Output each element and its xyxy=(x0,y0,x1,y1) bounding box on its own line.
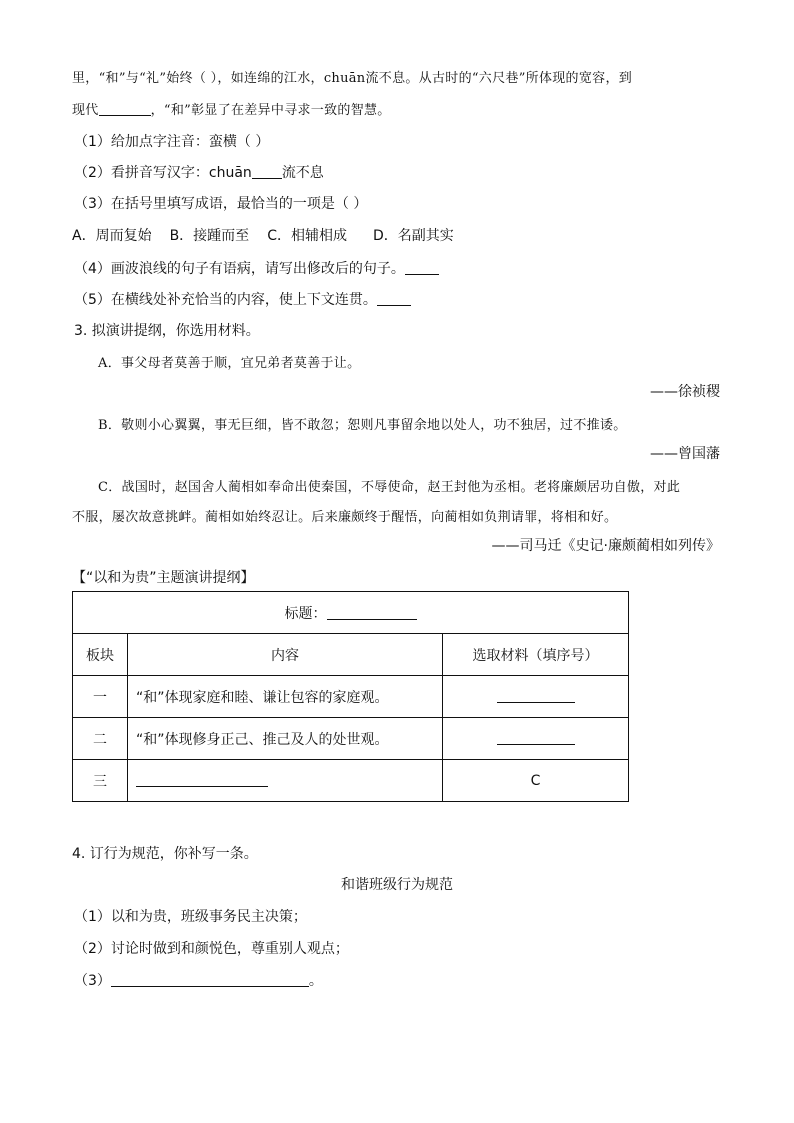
table-title-label: 标题： xyxy=(284,605,327,622)
q4-rule-1: （1）以和为贵，班级事务民主决策； xyxy=(74,909,307,925)
row-2-content: “和”体现修身正己、推己及人的处世观。 xyxy=(128,718,443,760)
option-d[interactable]: D．名副其实 xyxy=(372,228,454,244)
row-1-block: 一 xyxy=(73,676,128,718)
source-a: ——徐祯稷 xyxy=(650,384,720,400)
material-b: B．敬则小心翼翼，事无巨细，皆不敢忽；恕则凡事留余地以处人，功不独居，过不推诿。 xyxy=(98,418,627,433)
source-b: ——曾国藩 xyxy=(650,446,720,462)
q4-rule-2: （2）讨论时做到和颜悦色，尊重别人观点； xyxy=(74,941,349,957)
q4-rule-3-suffix: 。 xyxy=(308,973,323,989)
passage-line-2-prefix: 现代 xyxy=(72,103,99,118)
option-c[interactable]: C．相辅相成 xyxy=(267,228,347,244)
material-c-line-2: 不服，屡次故意挑衅。蔺相如始终忍让。后来廉颇终于醒悟，向蔺相如负荆请罪，将相和好。 xyxy=(72,510,618,525)
q4-title: 4. 订行为规范，你补写一条。 xyxy=(72,846,258,862)
header-block: 板块 xyxy=(73,634,128,676)
q2-sub2-prefix: （2）看拼音写汉字：chuān xyxy=(74,165,252,181)
q4-rule-3-prefix: （3） xyxy=(74,973,111,989)
row-1-material-blank[interactable] xyxy=(497,702,575,703)
table-title-row xyxy=(73,592,629,634)
table-title-blank[interactable] xyxy=(327,619,417,620)
q2-sub2 xyxy=(74,162,324,182)
material-c-line-1: C．战国时，赵国舍人蔺相如奉命出使秦国，不辱使命，赵王封他为丞相。老将廉颇居功自傲，对此 xyxy=(98,480,681,495)
q4-rule-3-blank[interactable] xyxy=(111,986,309,987)
q2-sub1: （1）给加点字注音：蛮横（ ） xyxy=(74,134,270,150)
row-3-material: C xyxy=(443,760,629,802)
q2-sub2-suffix: 流不息 xyxy=(281,165,324,181)
table-title-cell xyxy=(73,592,629,634)
header-material: 选取材料（填序号） xyxy=(443,634,629,676)
option-b[interactable]: B．接踵而至 xyxy=(169,228,250,244)
q2-sub5-blank[interactable] xyxy=(377,305,411,306)
table-header-row xyxy=(73,634,629,676)
header-content: 内容 xyxy=(128,634,443,676)
row-1-material[interactable] xyxy=(443,676,629,718)
passage-line-2-suffix: ，“和”彰显了在差异中寻求一致的智慧。 xyxy=(150,103,391,118)
row-2-material[interactable] xyxy=(443,718,629,760)
table-row xyxy=(73,760,629,802)
passage-blank[interactable] xyxy=(99,115,151,116)
q2-sub4-blank[interactable] xyxy=(405,274,439,275)
row-1-content: “和”体现家庭和睦、谦让包容的家庭观。 xyxy=(128,676,443,718)
speech-outline-table xyxy=(72,591,629,802)
q2-sub2-blank[interactable] xyxy=(252,178,282,179)
q2-sub4-text: （4）画波浪线的句子有语病，请写出修改后的句子。 xyxy=(74,261,405,277)
q3-title: 3. 拟演讲提纲，你选用材料。 xyxy=(74,323,260,339)
row-3-content-blank[interactable] xyxy=(136,786,268,787)
outline-heading: 【“以和为贵”主题演讲提纲】 xyxy=(72,570,255,586)
q2-sub5-text: （5）在横线处补充恰当的内容，使上下文连贯。 xyxy=(74,292,377,308)
q2-sub5 xyxy=(74,289,411,309)
q4-rule-3 xyxy=(74,970,323,990)
q2-sub3: （3）在括号里填写成语，最恰当的一项是（ ） xyxy=(74,196,368,212)
q4-heading: 和谐班级行为规范 xyxy=(341,877,453,893)
row-3-block: 三 xyxy=(73,760,128,802)
row-2-block: 二 xyxy=(73,718,128,760)
q2-options xyxy=(72,225,454,245)
row-2-material-blank[interactable] xyxy=(497,744,575,745)
q2-sub4 xyxy=(74,258,439,278)
material-a: A．事父母者莫善于顺，宜兄弟者莫善于让。 xyxy=(98,356,361,371)
source-c: ——司马迁《史记·廉颇蔺相如列传》 xyxy=(491,538,720,554)
row-3-content[interactable] xyxy=(128,760,443,802)
passage-line-2 xyxy=(72,99,391,118)
passage-line-1: 里，“和”与“礼”始终（ ），如连绵的江水，chuān流不息。从古时的“六尺巷”所体现的宽容，到 xyxy=(72,71,633,86)
option-a[interactable]: A．周而复始 xyxy=(72,228,152,244)
table-row xyxy=(73,676,629,718)
table-row xyxy=(73,718,629,760)
